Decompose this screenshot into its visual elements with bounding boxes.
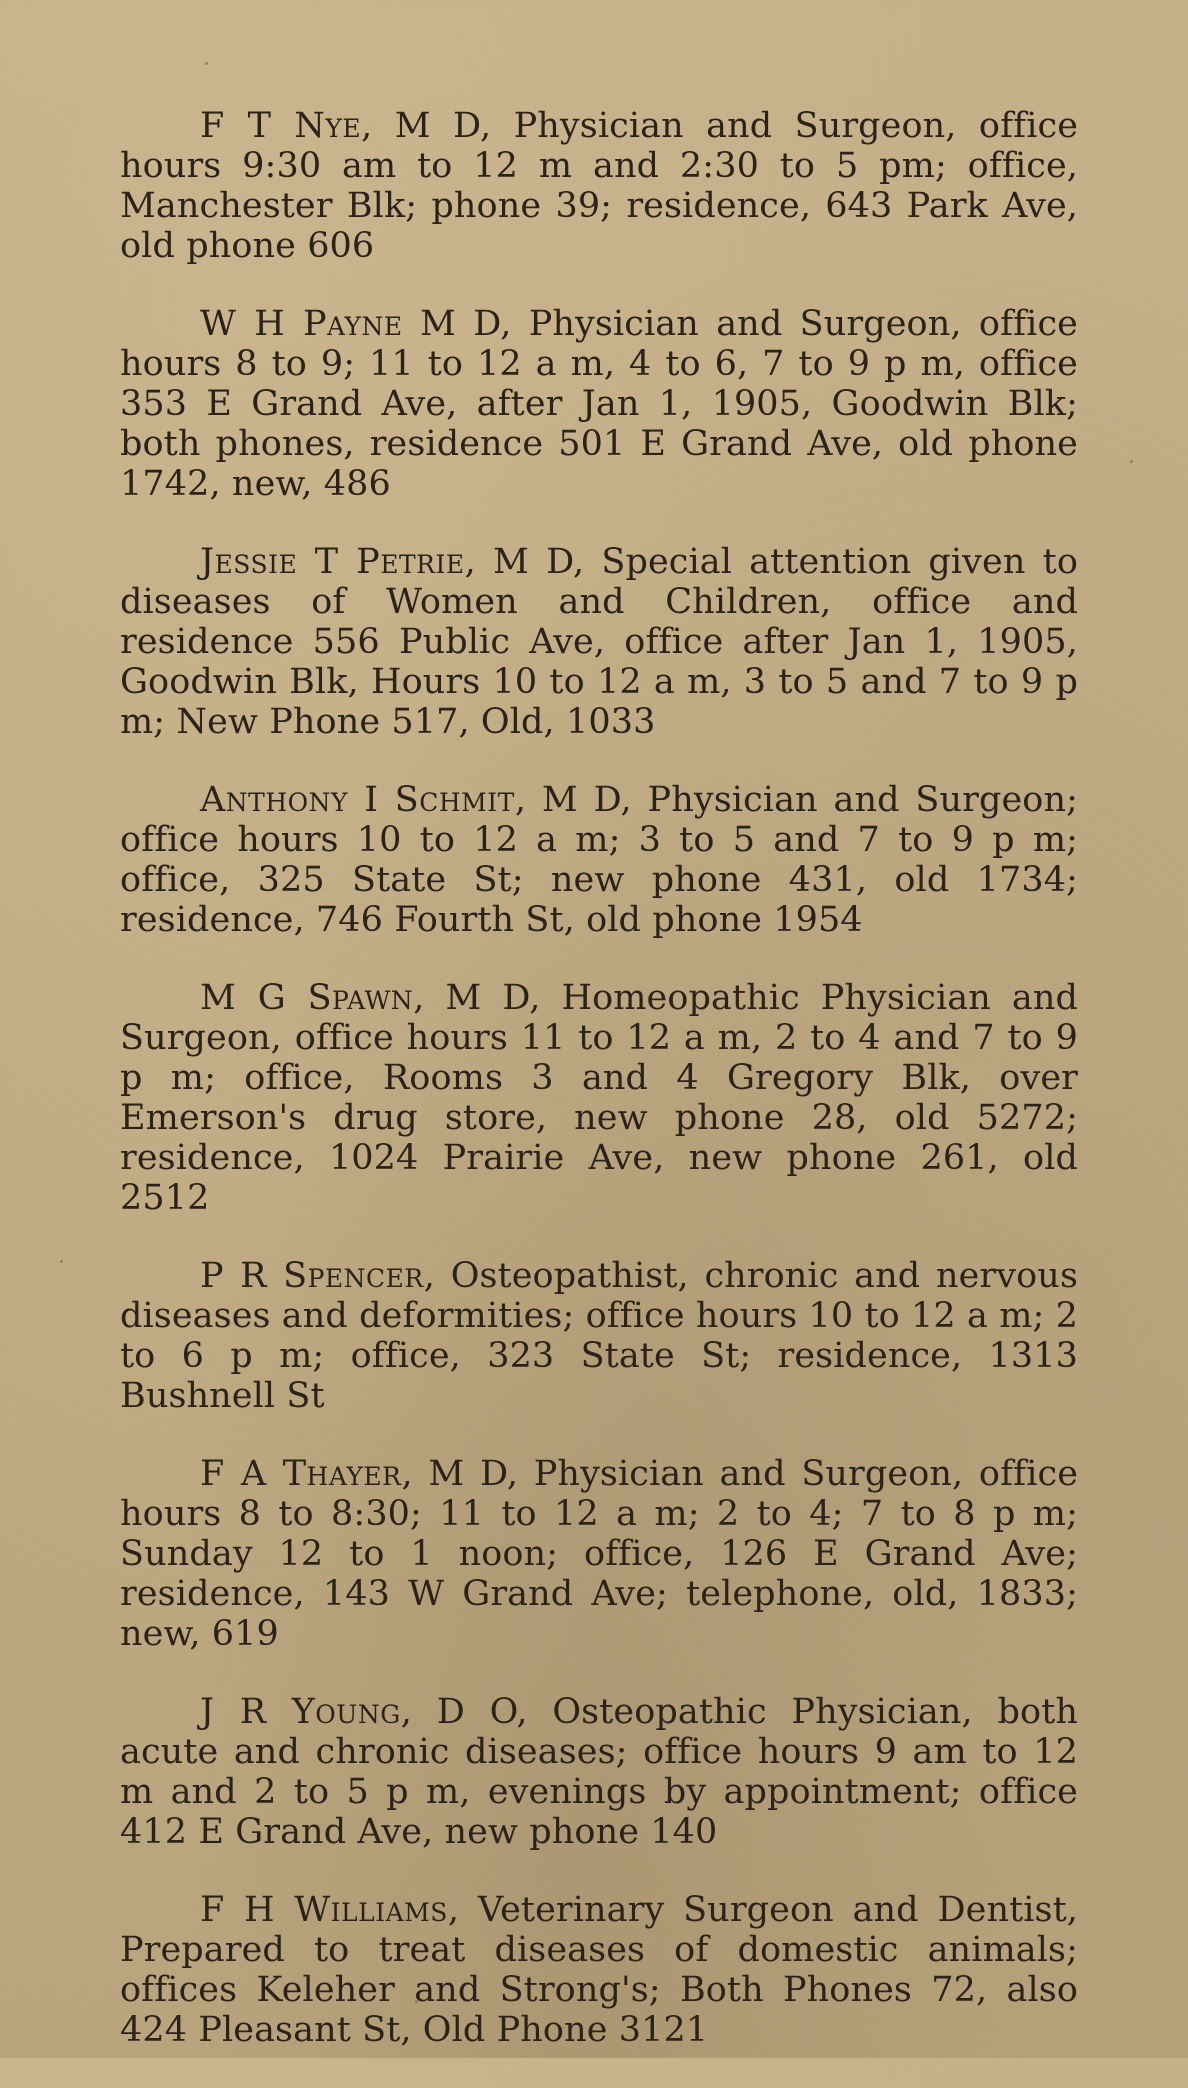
entry-details: , D O, Osteopathic Physician, both acute and chronic diseases; office hours 9 am to 12 m and 2 to 5 p m, evenings by appointment; office 412 E Grand Ave, new phone 140 <box>120 1692 1079 1852</box>
paper-speck <box>205 62 208 65</box>
entry-details: , M D, Physician and Surgeon, office hours 9:30 am to 12 m and 2:30 to 5 pm; office, Manchester Blk; phone 39; residence, 643 Park Ave, old phone 606 <box>120 106 1079 266</box>
listing-entry <box>120 106 1078 266</box>
entry-name: F H Williams <box>200 1890 448 1930</box>
entry-name: F A Thayer <box>200 1454 402 1494</box>
entry-name: M G Spawn <box>200 978 414 1018</box>
entry-details: , M D, Special attention given to diseases of Women and Children, office and residence 556 Public Ave, office after Jan 1, 1905, Goodwin Blk, Hours 10 to 12 a m, 3 to 5 and 7 to 9 p m; New Phone 517, Old, 1033 <box>120 542 1078 742</box>
paper-speck <box>60 1260 63 1263</box>
listing-entry <box>120 1256 1078 1416</box>
entry-details: , M D, Physician and Surgeon; office hours 10 to 12 a m; 3 to 5 and 7 to 9 p m; office, 325 State St; new phone 431, old 1734; residence, 746 Fourth St, old phone 1954 <box>120 780 1078 940</box>
entry-name: F T Nye <box>200 106 362 146</box>
entry-details: , M D, Physician and Surgeon, office hours 8 to 8:30; 11 to 12 a m; 2 to 4; 7 to 8 p m; Sunday 12 to 1 noon; office, 126 E Grand Ave; residence, 143 W Grand Ave; telephone, old, 1833; new, 619 <box>120 1454 1079 1654</box>
entry-name: Jessie T Petrie <box>200 542 465 582</box>
entry-details: M D, Physician and Surgeon, office hours 8 to 9; 11 to 12 a m, 4 to 6, 7 to 9 p m, office 353 E Grand Ave, after Jan 1, 1905, Goodwin Blk; both phones, residence 501 E Grand Ave, old phone 1742, new, 486 <box>120 304 1078 504</box>
entry-name: Anthony I Schmit <box>200 780 515 820</box>
listing-entry <box>120 542 1078 742</box>
entry-details: , M D, Homeopathic Physician and Surgeon, office hours 11 to 12 a m, 2 to 4 and 7 to 9 p m; office, Rooms 3 and 4 Gregory Blk, over Emerson's drug store, new phone 28, old 5272; residence, 1024 Prairie Ave, new phone 261, old 2512 <box>120 978 1078 1218</box>
listing-entry <box>120 304 1078 504</box>
listing-entry <box>120 780 1078 940</box>
entry-name: P R Spencer <box>200 1256 424 1296</box>
paper-speck <box>1130 460 1133 463</box>
listing-column <box>120 106 1078 2088</box>
entry-details: , Osteopathist, chronic and nervous diseases and deformities; office hours 10 to 12 a m; 2 to 6 p m; office, 323 State St; residence, 1313 Bushnell St <box>120 1256 1078 1416</box>
listing-entry <box>120 978 1078 1218</box>
entry-name: J R Young <box>200 1692 401 1732</box>
listing-entry <box>120 1890 1078 2050</box>
entry-name: W H Payne <box>200 304 403 344</box>
entry-details: , Veterinary Surgeon and Dentist, Prepared to treat diseases of domestic animals; offices Keleher and Strong's; Both Phones 72, also 424 Pleasant St, Old Phone 3121 <box>120 1890 1079 2050</box>
listing-entry <box>120 1692 1078 1852</box>
listing-entry <box>120 1454 1078 1654</box>
